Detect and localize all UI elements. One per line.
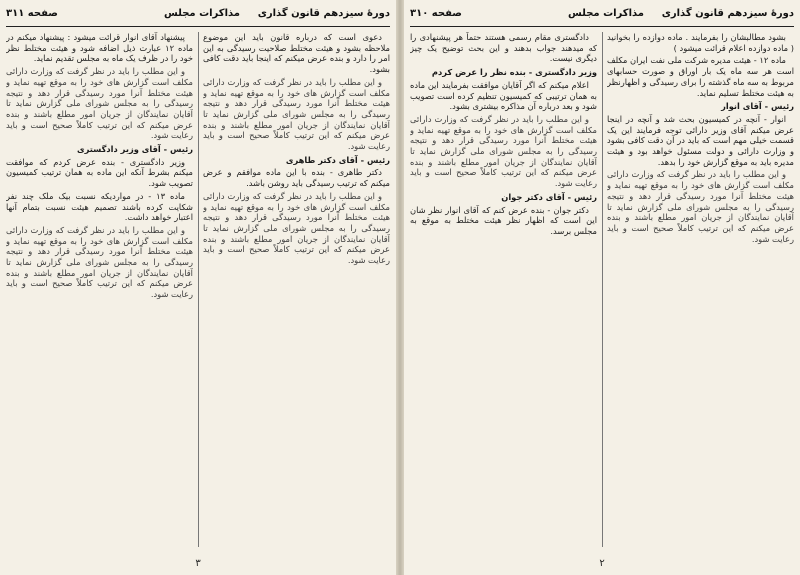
text-column-right (203, 32, 390, 547)
header-rule (410, 26, 794, 27)
text-column-left (410, 32, 597, 547)
page-header (410, 6, 794, 24)
speaker-heading: رئیس - آقای دکتر طاهری (285, 154, 390, 165)
paragraph: دعوی است که درباره قانون باید این موضوع ملاحظه بشود و هیئت مختلط صلاحیت رسیدگی به این امر را دارد و بنده عرض میکنم که اینجا باید دقت کافی بشود. (203, 32, 390, 75)
header-rule (6, 26, 390, 27)
text-column-left (6, 32, 193, 547)
speaker-heading: وزیر دادگستری - بنده نظر را عرض کردم (431, 67, 597, 78)
header-volume: دورهٔ سیزدهم قانون گذاری (257, 8, 390, 19)
page-footer: ۲ (599, 558, 605, 569)
paragraph: و این مطلب را باید در نظر گرفت که وزارت دارائی مکلف است گزارش های خود را به موقع تهیه نماید و هیئت مختلط آنرا مورد رسیدگی قرار دهد و نتیجه رسیدگی را به مجلس شورای ملی گزارش نماید تا آقایان نمایندگان از جریان امور مطلع باشند و بنده عرض میکنم که این ترتیب کاملاً صحیح است و باید رعایت شود. (203, 76, 390, 152)
book-gutter (396, 0, 404, 575)
paragraph: و این مطلب را باید در نظر گرفت که وزارت دارائی مکلف است گزارش های خود را به موقع تهیه نماید و هیئت مختلط آنرا مورد رسیدگی قرار دهد و نتیجه رسیدگی را به مجلس شورای ملی گزارش نماید تا آقایان نمایندگان از جریان امور مطلع باشند و بنده عرض میکنم که این ترتیب کاملاً صحیح است و باید رعایت شود. (607, 169, 794, 244)
paragraph: ماده ۱۲ - هیئت مدیره شرکت ملی نفت ایران مکلف است هر سه ماه یک بار اوراق و صورت حسابهای مربوط به سه ماه گذشته را برای رسیدگی و اظهارنظر به هیئت مختلط تسلیم نماید. (607, 55, 794, 98)
page-header (6, 6, 390, 24)
paragraph: و این مطلب را باید در نظر گرفت که وزارت دارائی مکلف است گزارش های خود را به موقع تهیه نماید و هیئت مختلط آنرا مورد رسیدگی قرار دهد و نتیجه رسیدگی را به مجلس شورای ملی گزارش نماید تا آقایان نمایندگان از جریان امور مطلع باشند و بنده عرض میکنم که این ترتیب کاملاً صحیح است و باید رعایت شود. (410, 113, 597, 189)
header-title: مذاکرات مجلس (567, 8, 644, 19)
paragraph: و این مطلب را باید در نظر گرفت که وزارت دارائی مکلف است گزارش های خود را به موقع تهیه نماید و هیئت مختلط آنرا مورد رسیدگی قرار دهد و نتیجه رسیدگی را به مجلس شورای ملی گزارش نماید تا آقایان نمایندگان از جریان امور مطلع باشند و بنده عرض میکنم که این ترتیب کاملاً صحیح است و باید رعایت شود. (6, 224, 193, 300)
paragraph: دکتر جوان - بنده عرض کنم که آقای انوار نظر شان این است که اظهار نظر هیئت مختلط به موقع به مجلس برسد. (410, 204, 597, 236)
page-311 (0, 0, 396, 575)
paragraph: و این مطلب را باید در نظر گرفت که وزارت دارائی مکلف است گزارش های خود را به موقع تهیه نماید و هیئت مختلط آنرا مورد رسیدگی قرار دهد و نتیجه رسیدگی را به مجلس شورای ملی گزارش نماید تا آقایان نمایندگان از جریان امور مطلع باشند و بنده عرض میکنم که این ترتیب کاملاً صحیح است و باید رعایت شود. (203, 190, 390, 266)
paragraph: اعلام میکنم که اگر آقایان موافقت بفرمایند این ماده به همان ترتیبی که کمیسیون تنظیم کرده است تصویب شود و بعد درباره آن مذاکره بیشتری بشود. (410, 79, 597, 112)
text-column-right (607, 32, 794, 547)
header-page-number: صفحه ۳۱۱ (6, 8, 58, 19)
paragraph: بشود مطالبشان را بفرمایند . ماده دوازده را بخوانید ( ماده دوازده اعلام قرائت میشود ) (607, 32, 794, 53)
column-divider (602, 32, 603, 547)
header-page-number: صفحه ۳۱۰ (410, 8, 462, 19)
header-title: مذاکرات مجلس (163, 8, 240, 19)
speaker-heading: رئیس - آقای وزیر دادگستری (77, 144, 193, 155)
paragraph: و این مطلب را باید در نظر گرفت که وزارت دارائی مکلف است گزارش های خود را به موقع تهیه نماید و هیئت مختلط آنرا مورد رسیدگی قرار دهد و نتیجه رسیدگی را به مجلس شورای ملی گزارش نماید تا آقایان نمایندگان از جریان امور مطلع باشند و بنده عرض میکنم که این ترتیب کاملاً صحیح است و باید رعایت شود. (6, 66, 193, 141)
paragraph: پیشنهاد آقای انوار قرائت میشود : پیشنهاد میکنم در ماده ۱۲ عبارت ذیل اضافه شود و هیئت مختلط نظر خود را در ظرف یک ماه به مجلس تقدیم نماید. (6, 32, 193, 64)
paragraph: انوار - آنچه در کمیسیون بحث شد و آنچه در اینجا عرض میکنم آقای وزیر دارائی توجه فرمایند این یک قسمت خیلی مهم است که باید در آن دقت کافی بشود و وزارت دارائی و دولت مسئول خواهد بود و هیئت مدیره باید به موقع گزارش خود را بدهد. (607, 113, 794, 167)
speaker-heading: رئیس - آقای دکتر جوان (501, 191, 597, 202)
page-footer: ۳ (195, 558, 201, 569)
header-volume: دورهٔ سیزدهم قانون گذاری (661, 8, 794, 19)
page-310 (404, 0, 800, 575)
paragraph: وزیر دادگستری - بنده عرض کردم که موافقت میکنم بشرط آنکه این ماده به همان ترتیب کمیسیون تصویب شود. (6, 156, 193, 189)
paragraph: دکتر طاهری - بنده با این ماده موافقم و عرض میکنم که ترتیب رسیدگی باید روشن باشد. (203, 167, 390, 189)
paragraph: ماده ۱۳ - در مواردیکه نسبت بیک ملک چند نفر شکایت کرده باشند تصمیم هیئت نسبت بتمام آنها اعتبار خواهد داشت. (6, 190, 193, 223)
speaker-heading: رئیس - آقای انوار (721, 101, 794, 112)
column-divider (198, 32, 199, 547)
paragraph: دادگستری مقام رسمی هستند حتماً هر پیشنهادی را که میدهند جواب بدهند و این بحث توضیح یک چیز دیگری نیست. (410, 32, 597, 64)
